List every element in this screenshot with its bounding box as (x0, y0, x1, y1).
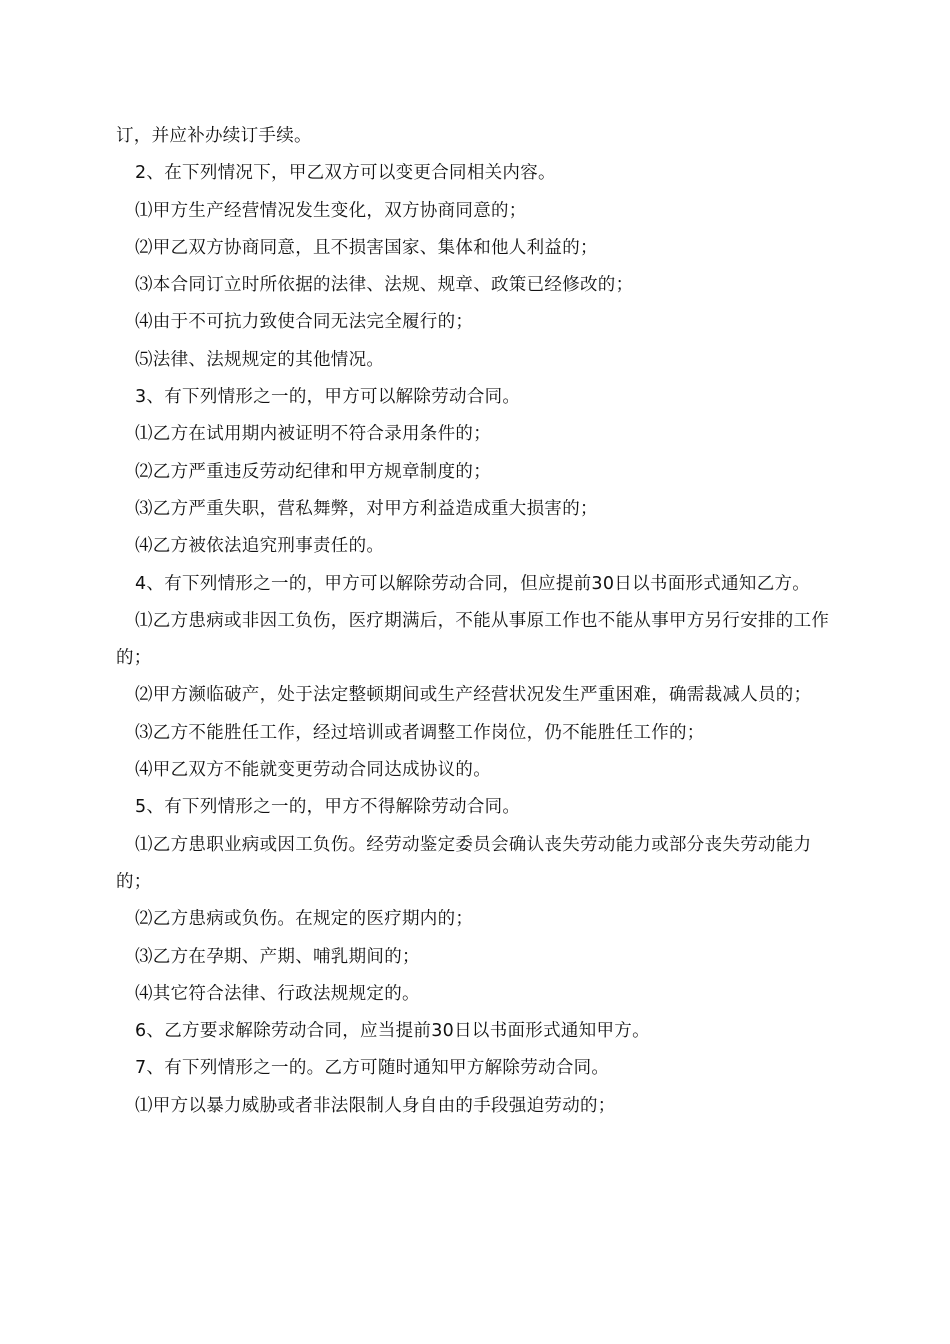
paragraph: ⑷乙方被依法追究刑事责任的。 (135, 536, 385, 557)
paragraph: ⑴乙方患职业病或因工负伤。经劳动鉴定委员会确认丧失劳动能力或部分丧失劳动能力的； (116, 834, 812, 892)
paragraph: ⑵乙方患病或负伤。在规定的医疗期内的； (135, 909, 474, 930)
paragraph: 订，并应补办续订手续。 (116, 126, 312, 146)
paragraph: 2、在下列情况下，甲乙双方可以变更合同相关内容。 (135, 163, 556, 184)
paragraph: ⑵甲方濒临破产，处于法定整顿期间或生产经营状况发生严重困难，确需裁减人员的； (135, 685, 812, 706)
paragraph: ⑶乙方在孕期、产期、哺乳期间的； (135, 946, 420, 967)
paragraph: 3、有下列情形之一的，甲方可以解除劳动合同。 (135, 387, 521, 408)
document-body (116, 118, 840, 1125)
paragraph: ⑴甲方以暴力威胁或者非法限制人身自由的手段强迫劳动的； (135, 1095, 616, 1116)
paragraph: ⑴甲方生产经营情况发生变化，双方协商同意的； (135, 200, 527, 221)
paragraph: 5、有下列情形之一的，甲方不得解除劳动合同。 (135, 797, 521, 818)
paragraph: ⑴乙方在试用期内被证明不符合录用条件的； (135, 424, 491, 445)
paragraph: ⑷由于不可抗力致使合同无法完全履行的； (135, 312, 474, 333)
paragraph: ⑸法律、法规规定的其他情况。 (135, 349, 385, 370)
paragraph: ⑵乙方严重违反劳动纪律和甲方规章制度的； (135, 461, 491, 482)
paragraph: ⑶乙方严重失职，营私舞弊，对甲方利益造成重大损害的； (135, 498, 598, 519)
paragraph: 4、有下列情形之一的，甲方可以解除劳动合同，但应提前30日以书面形式通知乙方。 (135, 573, 811, 594)
paragraph: ⑵甲乙双方协商同意，且不损害国家、集体和他人利益的； (135, 237, 598, 258)
paragraph: ⑷其它符合法律、行政法规规定的。 (135, 983, 420, 1004)
paragraph: ⑶乙方不能胜任工作，经过培训或者调整工作岗位，仍不能胜任工作的； (135, 722, 705, 743)
paragraph: 6、乙方要求解除劳动合同，应当提前30日以书面形式通知甲方。 (135, 1021, 650, 1042)
paragraph: ⑴乙方患病或非因工负伤，医疗期满后，不能从事原工作也不能从事甲方另行安排的工作的； (116, 610, 830, 669)
paragraph: ⑷甲乙双方不能就变更劳动合同达成协议的。 (135, 760, 491, 781)
paragraph: 7、有下列情形之一的。乙方可随时通知甲方解除劳动合同。 (135, 1058, 610, 1079)
paragraph: ⑶本合同订立时所依据的法律、法规、规章、政策已经修改的； (135, 275, 634, 296)
